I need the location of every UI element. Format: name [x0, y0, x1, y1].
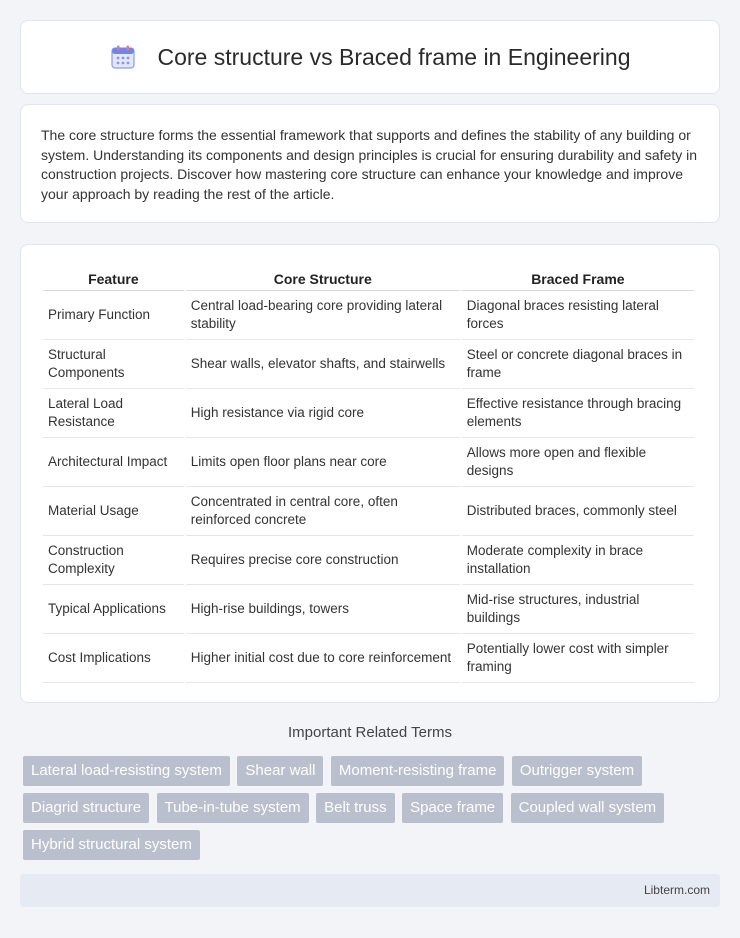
tag-belt-truss[interactable]: Belt truss: [316, 793, 395, 823]
row-braced: Potentially lower cost with simpler framing: [462, 634, 694, 683]
row-feature: Primary Function: [43, 291, 184, 340]
header-feature: Feature: [43, 263, 184, 291]
tag-coupled-wall-system[interactable]: Coupled wall system: [511, 793, 665, 823]
related-terms-list: [23, 756, 723, 867]
calendar-icon: [110, 44, 136, 70]
row-braced: Allows more open and flexible designs: [462, 438, 694, 487]
table-row: [43, 291, 694, 340]
footer-brand-link[interactable]: Libterm.com: [643, 883, 710, 897]
row-feature: Typical Applications: [43, 585, 184, 634]
row-braced: Effective resistance through bracing elements: [462, 389, 694, 438]
row-braced: Distributed braces, commonly steel: [462, 487, 694, 536]
tag-moment-resisting-frame[interactable]: Moment-resisting frame: [331, 756, 505, 786]
row-feature: Structural Components: [43, 340, 184, 389]
table-row: [43, 389, 694, 438]
tag-tube-in-tube-system[interactable]: Tube-in-tube system: [157, 793, 309, 823]
row-core: High-rise buildings, towers: [186, 585, 460, 634]
header-core-structure: Core Structure: [186, 263, 460, 291]
intro-card: [20, 104, 720, 223]
row-core: High resistance via rigid core: [186, 389, 460, 438]
table-row: [43, 487, 694, 536]
row-core: Shear walls, elevator shafts, and stairwells: [186, 340, 460, 389]
tag-outrigger-system[interactable]: Outrigger system: [512, 756, 642, 786]
table-row: [43, 340, 694, 389]
related-terms-heading: Important Related Terms: [288, 724, 452, 741]
tag-shear-wall[interactable]: Shear wall: [237, 756, 323, 786]
comparison-table: [41, 263, 696, 683]
row-feature: Cost Implications: [43, 634, 184, 683]
row-core: Central load-bearing core providing lateral stability: [186, 291, 460, 340]
row-feature: Construction Complexity: [43, 536, 184, 585]
row-braced: Moderate complexity in brace installation: [462, 536, 694, 585]
row-core: Concentrated in central core, often reinforced concrete: [186, 487, 460, 536]
tag-hybrid-structural-system[interactable]: Hybrid structural system: [23, 830, 200, 860]
row-core: Limits open floor plans near core: [186, 438, 460, 487]
table-row: [43, 438, 694, 487]
row-core: Requires precise core construction: [186, 536, 460, 585]
tag-lateral-load-resisting-system[interactable]: Lateral load-resisting system: [23, 756, 230, 786]
tag-diagrid-structure[interactable]: Diagrid structure: [23, 793, 149, 823]
title-card: [20, 20, 720, 94]
row-feature: Material Usage: [43, 487, 184, 536]
table-row: [43, 585, 694, 634]
row-braced: Mid-rise structures, industrial buildings: [462, 585, 694, 634]
header-braced-frame: Braced Frame: [462, 263, 694, 291]
row-core: Higher initial cost due to core reinforcement: [186, 634, 460, 683]
intro-paragraph: The core structure forms the essential framework that supports and defines the stability of any building or system. Understanding its components and design principles is crucial for ensuring durability and safety in construction projects. Discover how mastering core structure can enhance your knowledge and improve your approach by reading the rest of the article.: [41, 127, 698, 202]
page-title: Core structure vs Braced frame in Engineering: [157, 43, 631, 70]
comparison-card: [20, 244, 720, 703]
table-row: [43, 536, 694, 585]
row-feature: Architectural Impact: [43, 438, 184, 487]
row-braced: Diagonal braces resisting lateral forces: [462, 291, 694, 340]
table-row: [43, 634, 694, 683]
table-header-row: [43, 263, 694, 291]
footer: [20, 874, 720, 907]
row-feature: Lateral Load Resistance: [43, 389, 184, 438]
row-braced: Steel or concrete diagonal braces in frame: [462, 340, 694, 389]
tag-space-frame[interactable]: Space frame: [402, 793, 503, 823]
